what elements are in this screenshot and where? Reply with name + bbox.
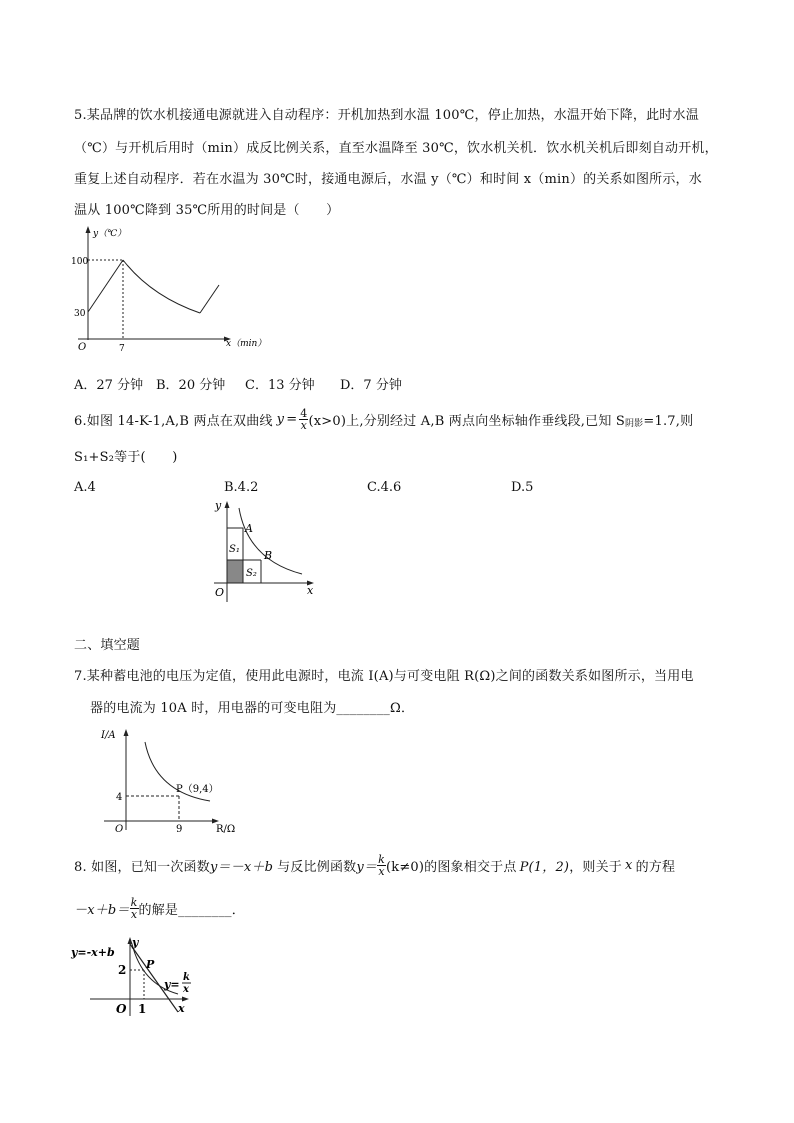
q8-inverse-fraction: [377, 854, 386, 877]
q7-line-1: 7.某种蓄电池的电压为定值，使用此电源时，电流 I(A)与可变电阻 R(Ω)之间的函数关系如图所示，当用电: [74, 669, 694, 684]
q6-option-d: D.5: [511, 480, 534, 495]
q8-inverse-denominator: x: [378, 864, 385, 878]
q8-graph: [70, 934, 200, 1018]
q5-y-tick-30: 30: [74, 309, 86, 319]
q5-line-1: 5.某品牌的饮水机接通电源就进入自动程序：开机加热到水温 100℃，停止加热，水温开始下降，此时水温: [74, 108, 699, 123]
q8-line-1: [74, 850, 675, 880]
q6-option-b: B.4.2: [224, 480, 259, 495]
q8-var-x: x: [625, 857, 633, 873]
q8-equation-fraction: [130, 897, 139, 920]
q6-s2-label: S₂: [246, 568, 257, 579]
q5-line-3: 重复上述自动程序．若在水温为 30℃时，接通电源后，水温 y（℃）和时间 x（min）的关系如图所示，水: [74, 172, 702, 187]
section-title-fill-blank: 二、填空题: [74, 638, 141, 653]
q8-tick-2: 2: [118, 963, 127, 977]
q8-text-b: 与反比例函数: [277, 859, 357, 875]
q6-eq-denominator: x: [300, 418, 308, 432]
q5-option-a: A．27 分钟: [74, 378, 144, 393]
q8-text-answer: 的解是________．: [138, 902, 245, 918]
q7-x-tick-9: 9: [176, 824, 183, 835]
q6-s1-label: S₁: [229, 544, 240, 555]
q8-linear-function: y＝－x＋b: [209, 859, 274, 875]
q8-inverse-numerator: k: [378, 852, 385, 866]
q8-text-c: ，则关于: [569, 859, 623, 875]
q6-point-b: B: [264, 549, 273, 562]
q8-equation-left: －x＋b＝: [74, 902, 130, 918]
q6-text-b: (x>0)上,分别经过 A,B 两点向坐标轴作垂线段,已知 S: [308, 413, 625, 429]
q8-text-a: 8. 如图，已知一次函数: [74, 859, 210, 875]
q5-x-axis-label: x（min）: [226, 339, 267, 349]
q6-eq-y: y: [276, 411, 285, 427]
q6-x-label: x: [307, 584, 314, 597]
q8-inverse-y: y＝: [356, 859, 378, 875]
q6-line-2: S₁+S₂等于( ): [74, 450, 178, 465]
q8-equation-numerator: k: [130, 895, 138, 909]
q8-curve-label-y: y=: [164, 978, 180, 991]
q5-line-4: 温从 100℃降到 35℃所用的时间是（ ）: [74, 203, 340, 218]
q8-y-label: y: [132, 936, 139, 949]
q6-eq-fraction: [299, 408, 308, 431]
q5-option-b: B．20 分钟: [156, 378, 226, 393]
q6-point-a: A: [245, 522, 253, 535]
q8-line-label: y=-x+b: [71, 946, 115, 959]
q7-graph: [100, 724, 244, 836]
q8-equation-denominator: x: [130, 907, 138, 921]
q7-x-axis-label: R/Ω: [216, 824, 236, 835]
q8-origin-label: O: [116, 1002, 127, 1016]
q8-inverse-condition: (k≠0)的图象相交于点: [385, 859, 517, 875]
q8-x-label: x: [178, 1002, 185, 1015]
q5-y-axis-label: y（℃）: [93, 229, 127, 239]
q8-text-d: 的方程: [635, 859, 676, 875]
q6-graph: [206, 498, 322, 604]
q5-origin-label: O: [78, 342, 87, 353]
q6-origin-label: O: [215, 586, 225, 599]
q5-x-tick-7: 7: [119, 344, 125, 354]
q7-y-axis-label: I/A: [101, 730, 116, 741]
q7-point-label: P（9,4）: [176, 784, 219, 795]
q6-eq-numerator: 4: [300, 406, 308, 420]
q5-graph: [66, 222, 276, 354]
q8-point: P(1，2): [519, 859, 570, 875]
q8-curve-label-x: x: [183, 984, 189, 995]
q6-y-label: y: [215, 499, 222, 512]
q6-option-c: C.4.6: [367, 480, 402, 495]
q6-option-a: A.4: [74, 480, 96, 495]
q6-text-a: 6.如图 14-K-1,A,B 两点在双曲线: [74, 413, 273, 429]
q7-y-tick-4: 4: [116, 792, 123, 803]
q5-option-c: C．13 分钟: [245, 378, 315, 393]
q6-line-1: 6.如图 14-K-1,A,B 两点在双曲线 y = $\frac{4}{x}$ (x>0)上,分别经过 A,B 两点向坐标轴作垂线段,已知 S 阴影 =1.7,则: [74, 406, 694, 432]
q8-tick-1: 1: [138, 1002, 147, 1016]
q6-text-c: =1.7,则: [643, 413, 694, 429]
q7-origin-label: O: [115, 824, 124, 835]
q8-curve-label-k: k: [183, 972, 190, 983]
q7-line-2: 器的电流为 10A 时，用电器的可变电阻为________Ω．: [90, 701, 415, 716]
q8-point-p: P: [146, 958, 155, 971]
q6-shadow-subscript: 阴影: [624, 418, 644, 429]
q8-line-2: [74, 893, 245, 923]
q5-y-tick-100: 100: [71, 257, 89, 267]
q5-option-d: D．7 分钟: [340, 378, 402, 393]
q5-line-2: （℃）与开机后用时（min）成反比例关系，直至水温降至 30℃，饮水机关机．饮水机关机后即刻自动开机，: [74, 141, 718, 156]
